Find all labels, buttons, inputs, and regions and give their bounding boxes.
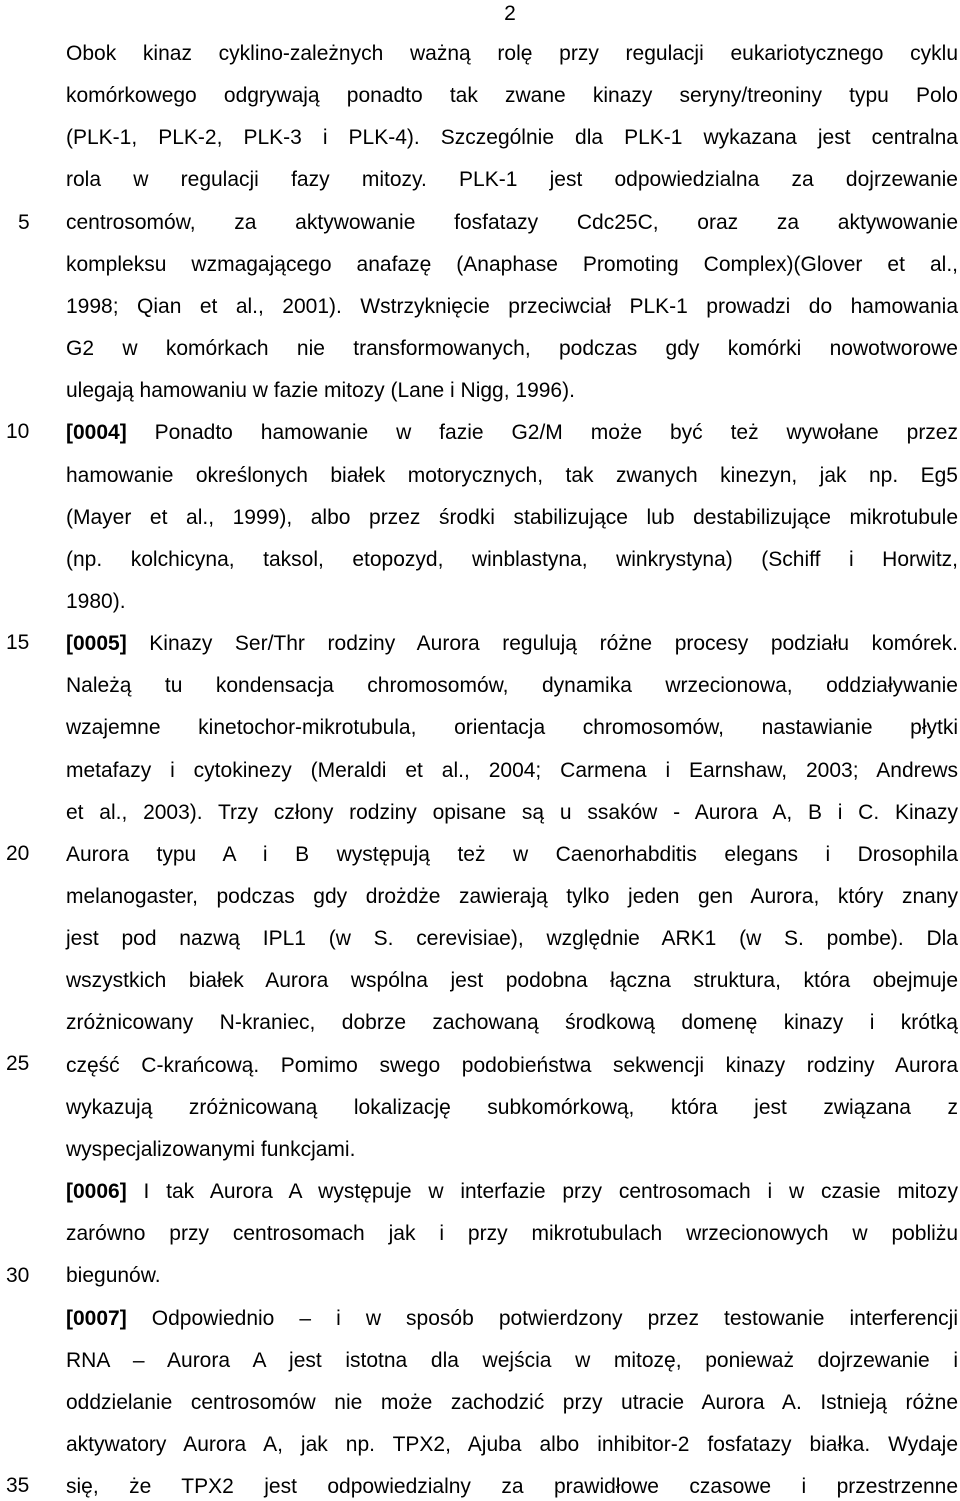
line-text: Obok kinaz cyklino-zależnych ważną rolę przy regulacji eukariotycznego cyklu xyxy=(66,42,958,65)
line-text: centrosomów, za aktywowanie fosfatazy Cdc25C, oraz za aktywowanie xyxy=(66,210,958,234)
line-text: wykazują zróżnicowaną lokalizację subkomórkową, która jest związana z xyxy=(66,1095,958,1119)
line-text: Kinazy Ser/Thr rodziny Aurora regulują różne procesy podziału komórek. xyxy=(126,632,958,656)
text-line xyxy=(66,1136,958,1164)
text-line xyxy=(66,419,958,447)
line-text: (np. kolchicyna, taksol, etopozyd, winblastyna, winkrystyna) (Schiff i Horwitz, xyxy=(66,547,958,571)
text-line xyxy=(66,883,958,911)
paragraph-number: [0006] xyxy=(66,1180,127,1204)
text-line xyxy=(66,1052,958,1080)
line-number: 20 xyxy=(6,842,30,865)
text-line xyxy=(66,251,958,279)
line-text: zróżnicowany N-kraniec, dobrze zachowaną środkową domenę kinazy i krótką xyxy=(66,1011,958,1035)
text-line xyxy=(66,967,958,995)
line-text: G2 w komórkach nie transformowanych, podczas gdy komórki nowotworowe xyxy=(66,337,958,361)
line-number: 10 xyxy=(6,420,30,443)
text-line xyxy=(66,335,958,363)
text-line xyxy=(66,209,958,237)
paragraph-number: [0007] xyxy=(66,1306,127,1330)
line-text: melanogaster, podczas gdy drożdże zawierają tylko jeden gen Aurora, który znany xyxy=(66,885,958,908)
text-line xyxy=(66,1347,958,1375)
line-number: 25 xyxy=(6,1052,30,1075)
line-text: kompleksu wzmagającego anafazę (Anaphase Promoting Complex)(Glover et al., xyxy=(66,252,958,276)
line-number: 15 xyxy=(6,631,30,654)
text-line xyxy=(66,1305,958,1333)
text-line xyxy=(66,1389,958,1417)
line-text: zarówno przy centrosomach jak i przy mikrotubulach wrzecionowych w pobliżu xyxy=(66,1222,958,1246)
line-text: 1998; Qian et al., 2001). Wstrzyknięcie przeciwciał PLK-1 prowadzi do hamowania xyxy=(66,294,958,318)
line-number: 35 xyxy=(6,1474,30,1497)
paragraph-number: [0004] xyxy=(66,421,127,445)
line-text: część C-krańcową. Pomimo swego podobieństwa sekwencji kinazy rodziny Aurora xyxy=(66,1053,958,1077)
text-line xyxy=(66,124,958,152)
line-text: biegunów. xyxy=(66,1264,161,1288)
paragraph-number: [0005] xyxy=(66,632,127,656)
line-text: ulegają hamowaniu w fazie mitozy (Lane i Nigg, 1996). xyxy=(66,379,575,403)
text-line xyxy=(66,672,958,700)
text-line xyxy=(66,82,958,110)
text-line xyxy=(66,1431,958,1459)
line-text: RNA – Aurora A jest istotna dla wejścia w mitozę, ponieważ dojrzewanie i xyxy=(66,1348,958,1372)
text-line xyxy=(66,166,958,194)
line-number: 5 xyxy=(18,211,30,234)
line-text: wszystkich białek Aurora wspólna jest podobna łączna struktura, która obejmuje xyxy=(66,969,958,993)
line-text: komórkowego odgrywają ponadto tak zwane kinazy seryny/treoniny typu Polo xyxy=(66,84,958,108)
text-line xyxy=(66,462,958,490)
line-text: hamowanie określonych białek motorycznych, tak zwanych kinezyn, jak np. Eg5 xyxy=(66,463,958,487)
line-text: Ponadto hamowanie w fazie G2/M może być też wywołane przez xyxy=(126,421,958,445)
line-text: się, że TPX2 jest odpowiedzialny za prawidłowe czasowe i przestrzenne xyxy=(66,1475,958,1499)
text-line xyxy=(66,1178,958,1206)
line-text: metafazy i cytokinezy (Meraldi et al., 2004; Carmena i Earnshaw, 2003; Andrews xyxy=(66,758,958,782)
text-line xyxy=(66,630,958,658)
line-number: 30 xyxy=(6,1264,30,1287)
text-line xyxy=(66,1094,958,1122)
text-line xyxy=(66,504,958,532)
text-line xyxy=(66,1473,958,1501)
line-text: rola w regulacji fazy mitozy. PLK-1 jest odpowiedzialna za dojrzewanie xyxy=(66,168,958,192)
line-text: I tak Aurora A występuje w interfazie przy centrosomach i w czasie mitozy xyxy=(126,1180,958,1204)
line-text: wyspecjalizowanymi funkcjami. xyxy=(66,1137,356,1161)
text-line xyxy=(66,40,958,68)
line-text: wzajemne kinetochor-mikrotubula, orientacja chromosomów, nastawianie płytki xyxy=(66,716,958,740)
line-text: 1980). xyxy=(66,589,126,613)
text-line xyxy=(66,1262,958,1290)
text-line xyxy=(66,799,958,827)
page-number: 2 xyxy=(504,2,516,25)
line-text: Aurora typu A i B występują też w Caenorhabditis elegans i Drosophila xyxy=(66,842,958,866)
text-line xyxy=(66,293,958,321)
line-text: (PLK-1, PLK-2, PLK-3 i PLK-4). Szczególnie dla PLK-1 wykazana jest centralna xyxy=(66,126,958,150)
line-text: Należą tu kondensacja chromosomów, dynamika wrzecionowa, oddziaływanie xyxy=(66,674,958,698)
text-line xyxy=(66,925,958,953)
text-line xyxy=(66,546,958,574)
text-line xyxy=(66,757,958,785)
line-text: et al., 2003). Trzy człony rodziny opisane są u ssaków - Aurora A, B i C. Kinazy xyxy=(66,800,958,824)
line-text: jest pod nazwą IPL1 (w S. cerevisiae), względnie ARK1 (w S. pombe). Dla xyxy=(66,927,958,951)
text-line xyxy=(66,588,958,616)
text-line xyxy=(66,841,958,869)
text-line xyxy=(66,1009,958,1037)
text-line xyxy=(66,1220,958,1248)
text-line xyxy=(66,714,958,742)
line-text: Odpowiednio – i w sposób potwierdzony przez testowanie interferencji xyxy=(126,1306,958,1330)
line-text: oddzielanie centrosomów nie może zachodzić przy utracie Aurora A. Istnieją różne xyxy=(66,1390,958,1414)
line-text: aktywatory Aurora A, jak np. TPX2, Ajuba albo inhibitor-2 fosfatazy białka. Wydaje xyxy=(66,1432,958,1456)
text-line xyxy=(66,377,958,405)
line-text: (Mayer et al., 1999), albo przez środki stabilizujące lub destabilizujące mikrotubule xyxy=(66,505,958,529)
